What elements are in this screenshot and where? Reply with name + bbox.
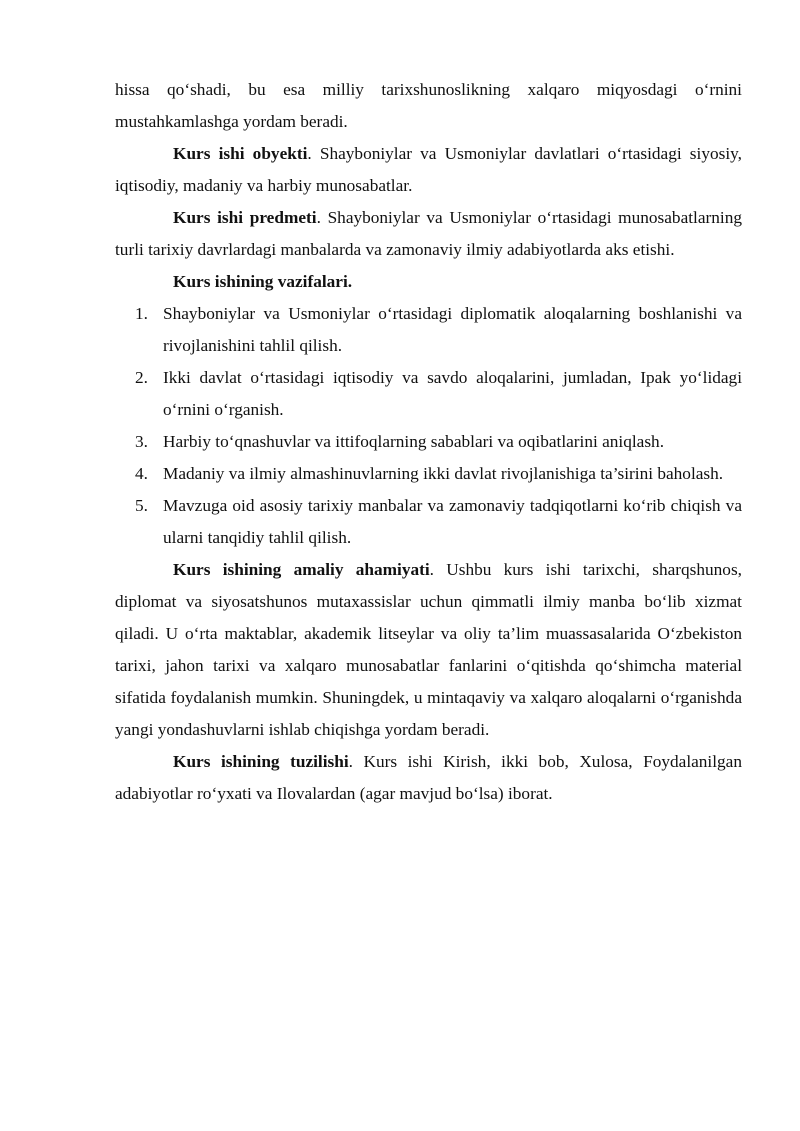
practical-significance-paragraph	[115, 554, 742, 746]
tasks-heading: Kurs ishining vazifalari.	[173, 272, 353, 291]
list-item-number: 5.	[135, 496, 148, 515]
list-item-number: 3.	[135, 432, 148, 451]
course-structure-text: . Kurs ishi Kirish, ikki bob, Xulosa, Foydalanilgan adabiyotlar ro‘yxati va Ilovalardan (agar mavjud bo‘lsa) iborat.	[115, 752, 742, 803]
tasks-list	[115, 298, 742, 554]
list-item	[115, 298, 742, 362]
list-item-number: 2.	[135, 368, 148, 387]
course-object-label: Kurs ishi obyekti	[173, 144, 308, 163]
list-item	[115, 458, 742, 490]
course-subject-text: . Shayboniylar va Usmoniylar o‘rtasidagi munosabatlarning turli tarixiy davrlardagi manbalarda va zamonaviy ilmiy adabiyotlarda aks etishi.	[115, 208, 742, 259]
list-item-text: Madaniy va ilmiy almashinuvlarning ikki davlat rivojlanishiga ta’sirini baholash.	[163, 464, 724, 483]
course-subject-paragraph	[115, 202, 742, 266]
course-object-paragraph	[115, 138, 742, 202]
list-item-text: Harbiy to‘qnashuvlar va ittifoqlarning sabablari va oqibatlarini aniqlash.	[163, 432, 665, 451]
list-item-number: 1.	[135, 304, 148, 323]
practical-significance-label: Kurs ishining amaliy ahamiyati	[173, 560, 430, 579]
document-page	[115, 74, 742, 810]
list-item	[115, 362, 742, 426]
course-structure-label: Kurs ishining tuzilishi	[173, 752, 349, 771]
intro-continuation-paragraph: hissa qo‘shadi, bu esa milliy tarixshunoslikning xalqaro miqyosdagi o‘rnini mustahkamlashga yordam beradi.	[115, 80, 742, 131]
course-object-text: . Shayboniylar va Usmoniylar davlatlari o‘rtasidagi siyosiy, iqtisodiy, madaniy va harbiy munosabatlar.	[115, 144, 742, 195]
practical-significance-text: . Ushbu kurs ishi tarixchi, sharqshunos, diplomat va siyosatshunos mutaxassislar uchun qimmatli ilmiy manba bo‘lib xizmat qiladi. U o‘rta maktablar, akademik litseylar va oliy ta’lim muassasalarida O‘zbekiston tarixi, jahon tarixi va xalqaro munosabatlar fanlarini o‘qitishda qo‘shimcha material sifatida foydalanish mumkin. Shuningdek, u mintaqaviy va xalqaro aloqalarni o‘rganishda yangi yondashuvlarni ishlab chiqishga yordam beradi.	[115, 560, 742, 739]
list-item-text: Ikki davlat o‘rtasidagi iqtisodiy va savdo aloqalarini, jumladan, Ipak yo‘lidagi o‘rnini o‘rganish.	[163, 368, 742, 419]
list-item-text: Shayboniylar va Usmoniylar o‘rtasidagi diplomatik aloqalarning boshlanishi va rivojlanishini tahlil qilish.	[163, 304, 742, 355]
list-item-number: 4.	[135, 464, 148, 483]
course-structure-paragraph	[115, 746, 742, 810]
list-item-text: Mavzuga oid asosiy tarixiy manbalar va zamonaviy tadqiqotlarni ko‘rib chiqish va ularni tanqidiy tahlil qilish.	[163, 496, 742, 547]
list-item	[115, 490, 742, 554]
list-item	[115, 426, 742, 458]
course-subject-label: Kurs ishi predmeti	[173, 208, 317, 227]
